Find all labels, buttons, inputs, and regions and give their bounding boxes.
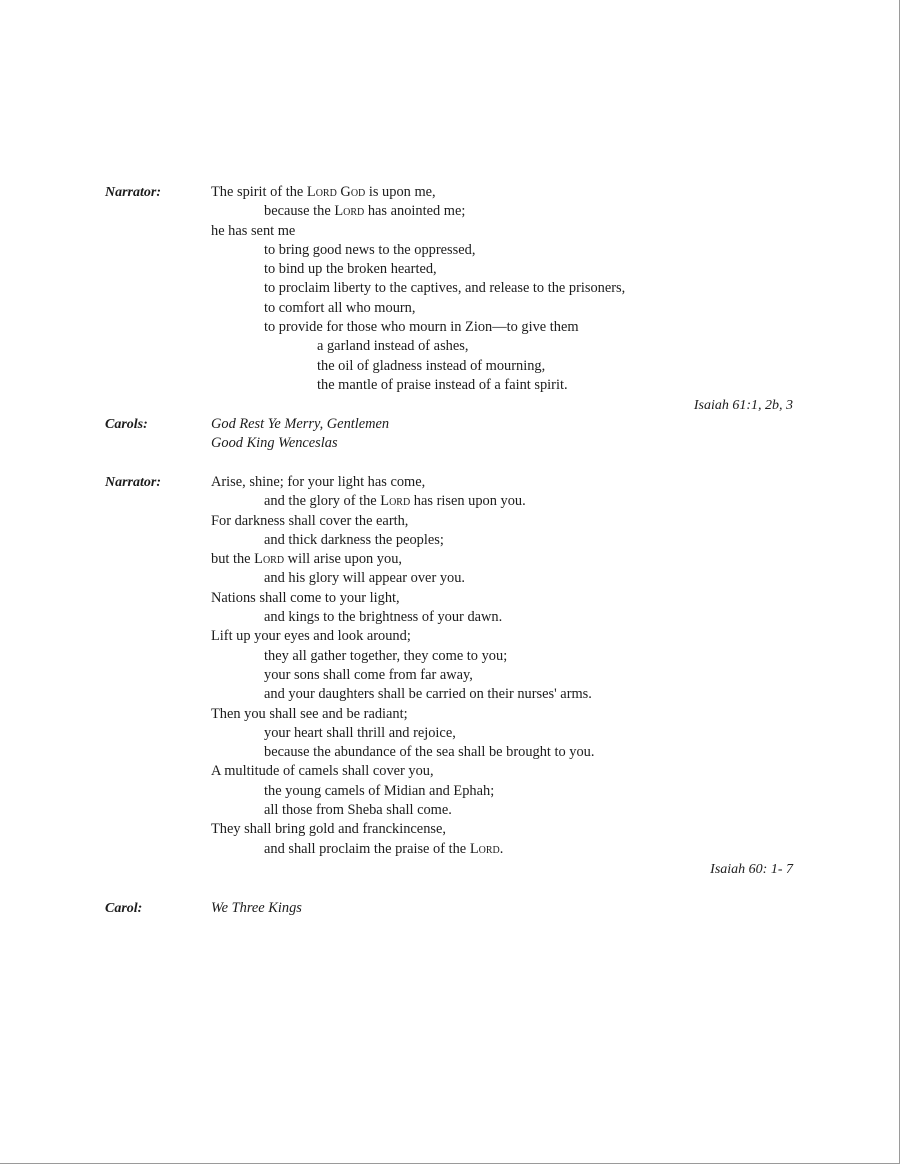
- verse-line: and thick darkness the peoples;: [264, 531, 444, 548]
- verse-line: Then you shall see and be radiant;: [211, 705, 408, 722]
- verse-text: because the: [264, 203, 335, 220]
- verse-text: The spirit of the: [211, 184, 307, 200]
- verse-text: has risen upon you.: [410, 493, 526, 510]
- verse-line: Lift up your eyes and look around;: [211, 628, 411, 645]
- scripture-reference-2: Isaiah 60: 1- 7: [710, 862, 793, 877]
- verse-line: the mantle of praise instead of a faint spirit.: [317, 376, 568, 393]
- carol-title: We Three Kings: [211, 900, 302, 916]
- verse-text: and the glory of the: [264, 493, 381, 510]
- carol-title: God Rest Ye Merry, Gentlemen: [211, 416, 390, 432]
- verse-text: has anointed me;: [364, 203, 466, 220]
- verse-line: [211, 550, 799, 569]
- verse-line: and his glory will appear over you.: [264, 570, 466, 587]
- verse-line: he has sent me: [211, 222, 296, 239]
- lord-smallcaps: Lord: [254, 551, 285, 568]
- carol-title: Good King Wenceslas: [211, 435, 338, 452]
- verse-line: to proclaim liberty to the captives, and release to the prisoners,: [264, 280, 626, 297]
- carol-label: Carol:: [105, 901, 143, 916]
- verse-line: your heart shall thrill and rejoice,: [264, 724, 456, 741]
- verse-line: a garland instead of ashes,: [317, 338, 469, 355]
- verse-line: A multitude of camels shall cover you,: [211, 763, 434, 780]
- carol-list: [211, 415, 799, 454]
- narrator-label-1: Narrator:: [105, 185, 162, 200]
- lord-smallcaps: Lord: [469, 840, 500, 857]
- carols-label: Carols:: [105, 417, 148, 432]
- lord-god-smallcaps: Lord God: [306, 184, 366, 200]
- verse-line: and your daughters shall be carried on their nurses' arms.: [264, 686, 592, 703]
- scripture-passage-isaiah-61: [211, 183, 799, 395]
- verse-line: Arise, shine; for your light has come,: [211, 474, 426, 490]
- verse-line: to bind up the broken hearted,: [264, 261, 437, 278]
- narrator-label-2: Narrator:: [105, 475, 162, 490]
- verse-line: the young camels of Midian and Ephah;: [264, 782, 495, 799]
- carol-list: [211, 899, 799, 918]
- verse-line: [211, 202, 799, 221]
- verse-text: is upon me,: [365, 184, 436, 200]
- verse-line: to comfort all who mourn,: [264, 299, 416, 316]
- verse-line: all those from Sheba shall come.: [264, 802, 452, 819]
- verse-line: your sons shall come from far away,: [264, 666, 473, 683]
- verse-line: to provide for those who mourn in Zion—to give them: [264, 319, 579, 336]
- verse-line: and kings to the brightness of your dawn.: [264, 609, 503, 626]
- verse-line: because the abundance of the sea shall be brought to you.: [264, 744, 595, 761]
- verse-line: the oil of gladness instead of mourning,: [317, 357, 546, 374]
- scripture-reference-1: Isaiah 61:1, 2b, 3: [693, 398, 793, 413]
- verse-line: they all gather together, they come to you;: [264, 647, 508, 664]
- lord-smallcaps: Lord: [334, 203, 365, 220]
- lord-smallcaps: Lord: [380, 493, 411, 510]
- scripture-passage-isaiah-60: [211, 473, 799, 859]
- verse-line: For darkness shall cover the earth,: [211, 512, 409, 529]
- verse-text: but the: [211, 551, 255, 568]
- verse-text: .: [499, 840, 504, 857]
- verse-line: They shall bring gold and franckincense,: [211, 821, 446, 838]
- verse-line: [211, 183, 799, 202]
- verse-line: [211, 840, 799, 859]
- verse-text: and shall proclaim the praise of the: [264, 840, 470, 857]
- verse-line: Nations shall come to your light,: [211, 589, 400, 606]
- verse-line: [211, 492, 799, 511]
- verse-line: to bring good news to the oppressed,: [264, 241, 476, 258]
- verse-text: will arise upon you,: [284, 551, 402, 568]
